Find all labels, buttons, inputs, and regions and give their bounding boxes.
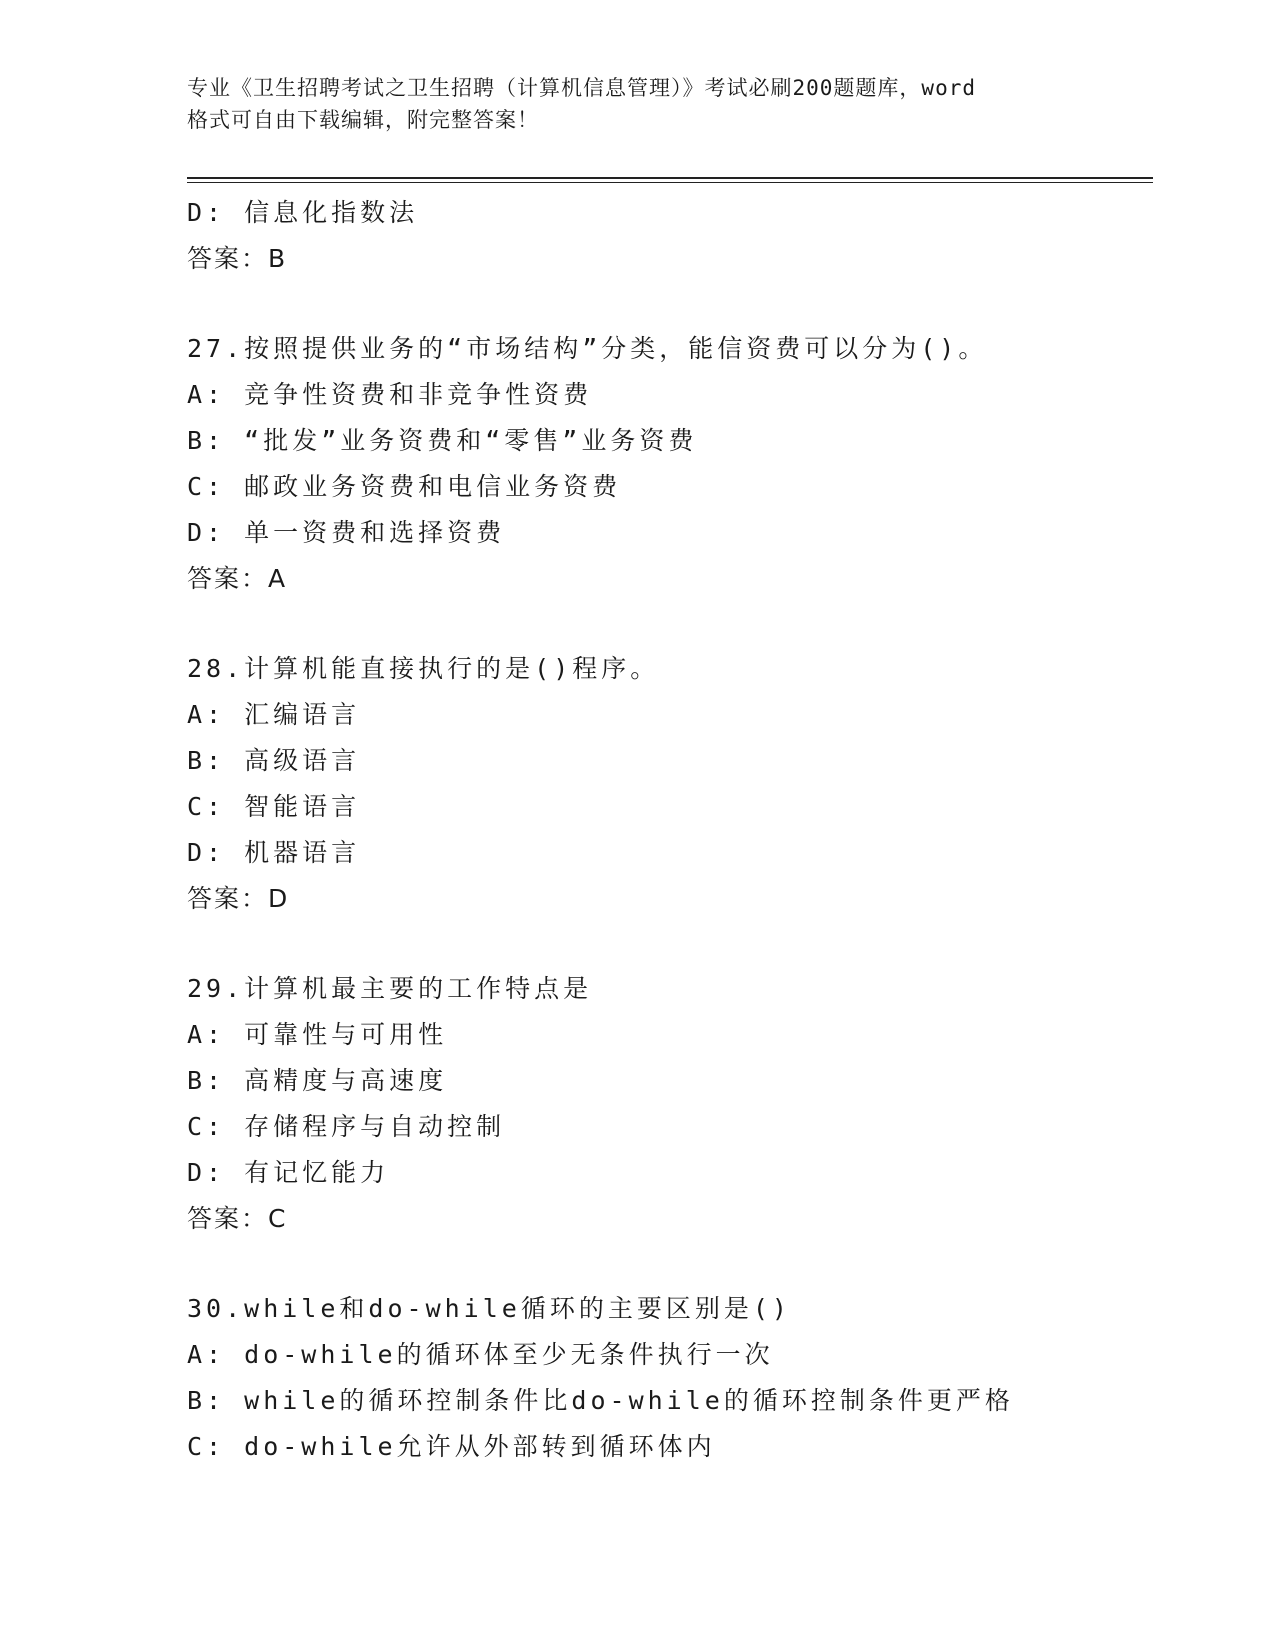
question-28 (187, 646, 1153, 922)
header-line-1: 专业《卫生招聘考试之卫生招聘（计算机信息管理）》考试必刷200题题库，word (187, 76, 976, 100)
option-c: C: do-while允许从外部转到循环体内 (187, 1432, 716, 1461)
option-a: A: 可靠性与可用性 (187, 1020, 448, 1049)
question-stem: 29.计算机最主要的工作特点是 (187, 974, 593, 1003)
question-29 (187, 966, 1153, 1242)
prev-option-d: D: 信息化指数法 (187, 198, 419, 227)
prev-answer: 答案：B (187, 244, 288, 273)
option-d: D: 单一资费和选择资费 (187, 518, 506, 547)
question-stem: 27.按照提供业务的“市场结构”分类，能信资费可以分为()。 (187, 334, 988, 363)
option-b: B: 高级语言 (187, 746, 361, 775)
header-divider-thin (187, 182, 1153, 183)
question-stem: 30.while和do-while循环的主要区别是() (187, 1294, 791, 1323)
answer: 答案：A (187, 564, 288, 593)
option-b: B: 高精度与高速度 (187, 1066, 448, 1095)
question-30 (187, 1286, 1153, 1470)
answer: 答案：C (187, 1204, 288, 1233)
option-a: A: 竞争性资费和非竞争性资费 (187, 380, 593, 409)
question-list (187, 190, 1153, 1470)
option-a: A: do-while的循环体至少无条件执行一次 (187, 1340, 774, 1369)
option-b: B: “批发”业务资费和“零售”业务资费 (187, 426, 698, 455)
option-d: D: 机器语言 (187, 838, 361, 867)
header-divider-thick (187, 177, 1153, 179)
option-d: D: 有记忆能力 (187, 1158, 390, 1187)
option-c: C: 智能语言 (187, 792, 361, 821)
option-b: B: while的循环控制条件比do-while的循环控制条件更严格 (187, 1386, 1014, 1415)
option-c: C: 邮政业务资费和电信业务资费 (187, 472, 622, 501)
answer: 答案：D (187, 884, 290, 913)
document-header (187, 72, 1087, 136)
option-c: C: 存储程序与自动控制 (187, 1112, 506, 1141)
option-a: A: 汇编语言 (187, 700, 361, 729)
header-line-2: 格式可自由下载编辑，附完整答案！ (187, 108, 539, 132)
question-27 (187, 326, 1153, 602)
question-stem: 28.计算机能直接执行的是()程序。 (187, 654, 660, 683)
